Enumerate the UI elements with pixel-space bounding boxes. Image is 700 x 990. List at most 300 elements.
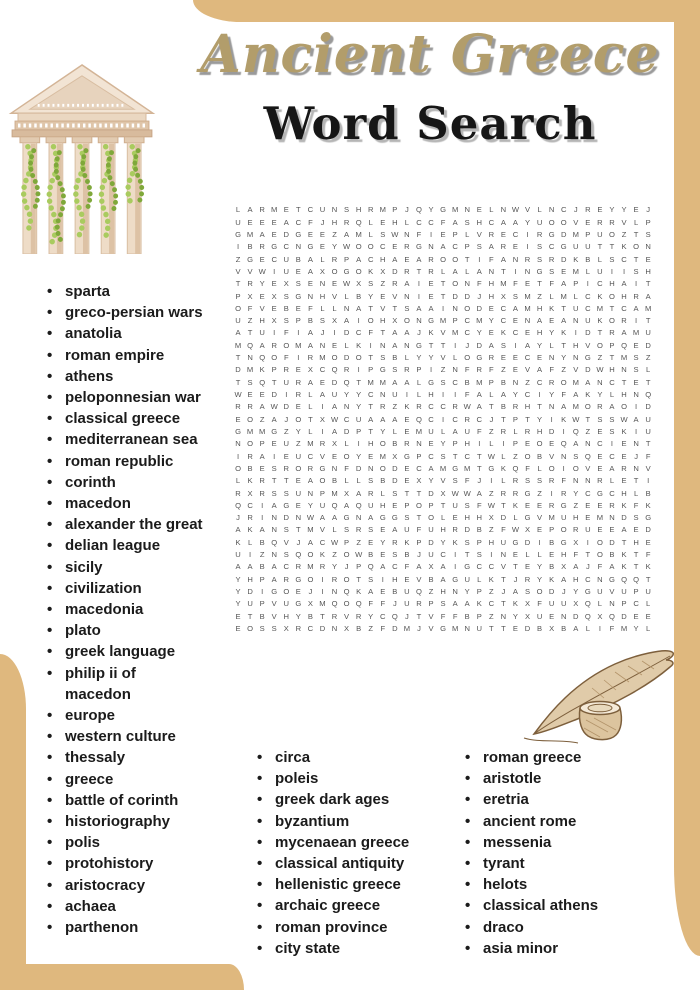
grid-letter: J: [501, 587, 506, 597]
word-list-item: • classical antiquity: [254, 853, 459, 874]
grid-letter: E: [633, 377, 639, 387]
grid-letter: L: [308, 426, 313, 436]
grid-letter: H: [380, 500, 386, 510]
word-list-item: • greece: [44, 769, 204, 790]
grid-letter: P: [488, 377, 494, 387]
grid-letter: P: [392, 205, 398, 215]
grid-letter: A: [404, 377, 410, 387]
grid-letter: G: [584, 587, 591, 597]
grid-letter: O: [403, 316, 410, 326]
grid-letter: S: [464, 500, 470, 510]
grid-letter: I: [321, 574, 324, 584]
grid-letter: U: [464, 426, 470, 436]
grid-letter: N: [573, 316, 579, 326]
grid-letter: W: [355, 550, 363, 560]
grid-letter: Z: [537, 488, 542, 498]
grid-letter: E: [537, 353, 543, 363]
grid-letter: Z: [585, 426, 591, 436]
grid-letter: P: [416, 451, 422, 461]
grid-letter: C: [452, 377, 458, 387]
grid-letter: E: [259, 254, 265, 264]
grid-letter: C: [609, 377, 615, 387]
grid-letter: H: [392, 217, 398, 227]
grid-letter: E: [633, 611, 639, 621]
grid-letter: V: [524, 365, 531, 375]
word-list-item: • europe: [44, 705, 204, 726]
grid-letter: G: [536, 266, 543, 276]
grid-letter: E: [259, 217, 265, 227]
grid-letter: V: [440, 476, 446, 486]
grid-letter: E: [392, 500, 398, 510]
grid-letter: I: [454, 390, 457, 400]
grid-letter: S: [283, 525, 289, 535]
grid-letter: S: [344, 525, 350, 535]
grid-letter: N: [548, 205, 555, 215]
grid-letter: R: [512, 402, 519, 412]
grid-letter: M: [319, 599, 326, 609]
grid-letter: N: [633, 439, 639, 449]
grid-letter: F: [368, 328, 374, 338]
grid-letter: B: [247, 463, 253, 473]
grid-letter: A: [561, 402, 567, 412]
grid-letter: D: [355, 463, 362, 473]
grid-letter: A: [476, 266, 482, 276]
grid-letter: H: [440, 525, 446, 535]
grid-letter: L: [489, 390, 494, 400]
grid-letter: V: [235, 266, 241, 276]
grid-letter: E: [428, 291, 434, 301]
grid-letter: V: [344, 611, 350, 621]
grid-letter: Y: [549, 390, 555, 400]
grid-letter: R: [476, 365, 483, 375]
grid-letter: U: [645, 414, 651, 424]
grid-letter: W: [330, 537, 339, 547]
grid-letter: N: [560, 451, 567, 461]
grid-letter: M: [319, 353, 326, 363]
grid-letter: E: [428, 279, 434, 289]
grid-letter: T: [621, 537, 627, 547]
grid-letter: S: [392, 488, 398, 498]
grid-letter: R: [597, 217, 603, 227]
grid-letter: G: [416, 340, 422, 350]
grid-letter: M: [439, 463, 447, 473]
grid-letter: N: [307, 291, 314, 301]
grid-letter: O: [584, 402, 591, 412]
grid-letter: V: [524, 205, 531, 215]
grid-letter: L: [380, 488, 385, 498]
grid-letter: N: [452, 587, 458, 597]
grid-letter: D: [476, 340, 483, 350]
grid-letter: E: [597, 463, 603, 473]
grid-letter: R: [307, 463, 314, 473]
grid-letter: L: [344, 340, 349, 350]
grid-letter: T: [489, 623, 494, 633]
grid-letter: A: [561, 316, 567, 326]
grid-letter: R: [500, 242, 507, 252]
grid-letter: H: [367, 439, 374, 449]
grid-row: [232, 376, 654, 388]
grid-letter: C: [488, 599, 495, 609]
grid-letter: E: [380, 587, 386, 597]
grid-letter: I: [538, 537, 541, 547]
grid-letter: O: [609, 316, 615, 326]
word-list-item: • anatolia: [44, 323, 204, 344]
grid-letter: C: [355, 328, 362, 338]
grid-letter: M: [246, 365, 254, 375]
grid-letter: Q: [416, 587, 422, 597]
grid-letter: L: [344, 476, 349, 486]
grid-row: [232, 327, 654, 339]
grid-letter: D: [392, 623, 398, 633]
grid-letter: M: [464, 463, 471, 473]
grid-letter: D: [343, 426, 350, 436]
grid-letter: E: [319, 377, 325, 387]
grid-letter: I: [610, 439, 614, 449]
word-list-item: • greek dark ages: [254, 789, 459, 810]
grid-letter: A: [235, 525, 241, 535]
grid-letter: S: [404, 303, 410, 313]
grid-letter: N: [512, 254, 519, 264]
grid-row: [232, 389, 654, 401]
grid-letter: D: [500, 513, 507, 523]
grid-letter: H: [319, 291, 326, 301]
grid-letter: O: [464, 353, 471, 363]
grid-letter: Z: [537, 291, 542, 301]
grid-letter: B: [464, 611, 470, 621]
grid-letter: B: [259, 611, 265, 621]
grid-letter: A: [259, 451, 265, 461]
grid-letter: E: [271, 217, 277, 227]
grid-letter: D: [645, 340, 651, 350]
word-list-item: • greco-persian wars: [44, 302, 204, 323]
grid-letter: E: [537, 500, 543, 510]
grid-letter: E: [295, 476, 301, 486]
grid-letter: V: [331, 291, 338, 301]
grid-letter: X: [331, 316, 338, 326]
grid-letter: B: [247, 242, 253, 252]
grid-letter: T: [356, 574, 361, 584]
grid-letter: N: [597, 574, 603, 584]
grid-letter: N: [573, 353, 579, 363]
grid-letter: R: [548, 500, 555, 510]
grid-letter: B: [392, 353, 398, 363]
grid-letter: R: [343, 365, 350, 375]
grid-letter: Y: [609, 205, 615, 215]
grid-row: [232, 339, 654, 351]
grid-letter: S: [295, 279, 301, 289]
grid-letter: M: [271, 205, 278, 215]
grid-letter: J: [392, 599, 397, 609]
grid-letter: E: [597, 451, 603, 461]
grid-row: [232, 216, 654, 228]
grid-letter: V: [416, 574, 422, 584]
grid-letter: T: [476, 451, 482, 461]
grid-letter: S: [609, 254, 615, 264]
grid-letter: L: [537, 550, 542, 560]
grid-row: [232, 475, 654, 487]
grid-letter: J: [646, 205, 651, 215]
grid-letter: Q: [355, 217, 362, 227]
grid-letter: P: [344, 537, 350, 547]
grid-row: [232, 463, 654, 475]
grid-letter: I: [429, 365, 433, 375]
grid-letter: M: [476, 316, 483, 326]
grid-letter: D: [283, 402, 290, 412]
grid-letter: M: [572, 229, 579, 239]
grid-letter: W: [234, 390, 242, 400]
word-list-item: • athens: [44, 366, 204, 387]
grid-letter: Y: [537, 574, 543, 584]
grid-letter: Q: [295, 550, 302, 560]
grid-letter: R: [331, 611, 338, 621]
grid-letter: E: [404, 426, 410, 436]
grid-letter: F: [464, 476, 470, 486]
grid-letter: H: [609, 365, 615, 375]
grid-letter: C: [380, 242, 386, 252]
grid-letter: C: [295, 217, 302, 227]
grid-letter: E: [645, 537, 651, 547]
grid-letter: M: [548, 513, 555, 523]
grid-letter: G: [524, 488, 531, 498]
grid-letter: A: [609, 562, 615, 572]
word-list-item: • alexander the great: [44, 514, 204, 535]
grid-letter: U: [283, 439, 290, 449]
grid-letter: I: [454, 550, 457, 560]
grid-letter: Y: [259, 279, 265, 289]
grid-letter: E: [549, 439, 555, 449]
grid-letter: E: [452, 513, 458, 523]
grid-letter: L: [465, 229, 470, 239]
grid-letter: E: [621, 476, 627, 486]
grid-letter: I: [490, 550, 493, 560]
grid-letter: P: [573, 279, 579, 289]
grid-letter: U: [645, 426, 651, 436]
grid-row: [232, 561, 654, 573]
grid-letter: B: [549, 562, 555, 572]
grid-letter: L: [585, 623, 590, 633]
grid-letter: E: [404, 463, 410, 473]
grid-letter: H: [464, 439, 470, 449]
grid-letter: Q: [247, 340, 254, 350]
grid-letter: P: [621, 599, 627, 609]
grid-letter: E: [319, 242, 325, 252]
grid-letter: E: [645, 611, 651, 621]
grid-letter: K: [561, 328, 567, 338]
grid-letter: C: [524, 390, 531, 400]
grid-letter: G: [235, 426, 241, 436]
grid-letter: Z: [573, 500, 579, 510]
grid-letter: K: [597, 291, 603, 301]
grid-letter: U: [548, 599, 555, 609]
grid-letter: A: [356, 488, 362, 498]
grid-letter: E: [524, 500, 531, 510]
grid-letter: O: [235, 463, 241, 473]
grid-letter: A: [476, 402, 482, 412]
word-list-item: • historiography: [44, 811, 204, 832]
word-list-item: • mediterranean sea: [44, 429, 204, 450]
grid-letter: R: [524, 574, 531, 584]
grid-letter: T: [464, 254, 470, 264]
grid-letter: Y: [295, 611, 301, 621]
grid-letter: Y: [235, 574, 241, 584]
grid-letter: O: [331, 266, 338, 276]
grid-letter: R: [355, 525, 362, 535]
grid-letter: C: [536, 377, 543, 387]
grid-letter: I: [273, 266, 276, 276]
grid-row: [232, 549, 654, 561]
grid-letter: P: [452, 229, 458, 239]
grid-letter: F: [344, 463, 349, 473]
grid-letter: L: [344, 291, 349, 301]
grid-letter: K: [368, 266, 374, 276]
grid-letter: I: [285, 390, 288, 400]
grid-letter: H: [536, 426, 543, 436]
grid-letter: O: [464, 303, 471, 313]
grid-letter: S: [380, 353, 386, 363]
grid-letter: P: [585, 229, 591, 239]
grid-letter: W: [343, 242, 351, 252]
word-list-item: • roman republic: [44, 451, 204, 472]
grid-letter: D: [343, 328, 350, 338]
grid-letter: F: [476, 500, 482, 510]
grid-letter: C: [283, 242, 290, 252]
grid-letter: X: [271, 291, 277, 301]
grid-letter: E: [549, 316, 555, 326]
grid-letter: R: [404, 242, 410, 252]
grid-letter: U: [283, 266, 290, 276]
grid-letter: H: [560, 550, 567, 560]
grid-letter: G: [416, 242, 422, 252]
grid-letter: R: [307, 353, 314, 363]
grid-letter: L: [416, 390, 422, 400]
grid-letter: A: [319, 390, 325, 400]
grid-letter: Z: [368, 623, 374, 633]
grid-letter: Z: [489, 611, 494, 621]
grid-letter: G: [488, 463, 495, 473]
grid-letter: T: [416, 611, 422, 621]
frame-left-band: [0, 654, 26, 990]
grid-letter: E: [524, 279, 531, 289]
grid-letter: M: [451, 623, 459, 633]
grid-letter: A: [561, 279, 567, 289]
grid-letter: E: [235, 623, 241, 633]
grid-letter: M: [331, 488, 338, 498]
grid-letter: S: [259, 623, 265, 633]
grid-letter: G: [440, 205, 447, 215]
grid-letter: E: [295, 303, 301, 313]
grid-letter: H: [488, 537, 495, 547]
grid-letter: T: [368, 353, 374, 363]
grid-letter: R: [247, 279, 253, 289]
grid-letter: H: [283, 611, 290, 621]
grid-letter: Q: [331, 500, 338, 510]
grid-letter: K: [597, 316, 603, 326]
grid-letter: C: [416, 217, 422, 227]
grid-letter: N: [416, 316, 422, 326]
grid-row: [232, 487, 654, 499]
word-list-item: • delian league: [44, 535, 204, 556]
grid-letter: T: [296, 525, 301, 535]
grid-letter: A: [573, 439, 579, 449]
grid-letter: G: [560, 500, 567, 510]
grid-letter: R: [235, 488, 241, 498]
grid-letter: N: [295, 513, 302, 523]
grid-letter: L: [308, 390, 313, 400]
grid-letter: R: [380, 402, 386, 412]
frame-top-band: [193, 0, 700, 22]
grid-letter: K: [621, 500, 627, 510]
grid-letter: C: [307, 623, 314, 633]
grid-letter: Y: [368, 611, 374, 621]
grid-letter: S: [380, 229, 386, 239]
grid-letter: G: [247, 254, 254, 264]
grid-letter: I: [442, 303, 445, 313]
grid-letter: A: [609, 402, 615, 412]
grid-letter: A: [307, 340, 313, 350]
grid-letter: D: [476, 303, 483, 313]
grid-letter: H: [524, 402, 531, 412]
grid-letter: R: [597, 402, 603, 412]
grid-letter: L: [465, 266, 470, 276]
grid-letter: D: [343, 353, 350, 363]
grid-letter: F: [464, 365, 470, 375]
grid-letter: O: [343, 599, 350, 609]
grid-letter: N: [331, 587, 338, 597]
grid-letter: A: [307, 328, 313, 338]
grid-letter: T: [235, 279, 241, 289]
grid-letter: A: [452, 217, 458, 227]
grid-letter: R: [548, 254, 555, 264]
grid-letter: E: [404, 476, 410, 486]
grid-letter: P: [549, 525, 555, 535]
grid-letter: C: [283, 562, 290, 572]
grid-letter: B: [561, 623, 567, 633]
grid-letter: S: [344, 205, 350, 215]
grid-letter: M: [379, 377, 386, 387]
grid-row: [232, 623, 654, 635]
grid-letter: T: [621, 377, 627, 387]
grid-letter: L: [585, 266, 590, 276]
grid-letter: Q: [259, 377, 266, 387]
grid-letter: K: [404, 402, 410, 412]
grid-letter: T: [537, 279, 542, 289]
grid-letter: H: [476, 217, 483, 227]
grid-letter: T: [645, 574, 651, 584]
grid-letter: V: [271, 599, 277, 609]
grid-letter: F: [573, 550, 579, 560]
grid-letter: A: [633, 303, 639, 313]
grid-letter: Y: [428, 476, 434, 486]
grid-letter: A: [392, 328, 398, 338]
grid-letter: C: [476, 562, 483, 572]
grid-letter: F: [308, 217, 313, 227]
grid-letter: I: [478, 439, 481, 449]
grid-letter: R: [295, 390, 302, 400]
grid-letter: N: [488, 266, 495, 276]
grid-letter: T: [609, 242, 615, 252]
grid-letter: A: [392, 254, 398, 264]
grid-letter: R: [247, 451, 253, 461]
grid-letter: A: [235, 562, 241, 572]
grid-letter: I: [610, 266, 614, 276]
grid-letter: T: [501, 266, 506, 276]
grid-letter: O: [379, 463, 386, 473]
grid-letter: L: [320, 254, 325, 264]
grid-letter: O: [343, 451, 350, 461]
grid-letter: E: [500, 353, 506, 363]
grid-letter: E: [247, 390, 253, 400]
grid-letter: G: [307, 242, 314, 252]
